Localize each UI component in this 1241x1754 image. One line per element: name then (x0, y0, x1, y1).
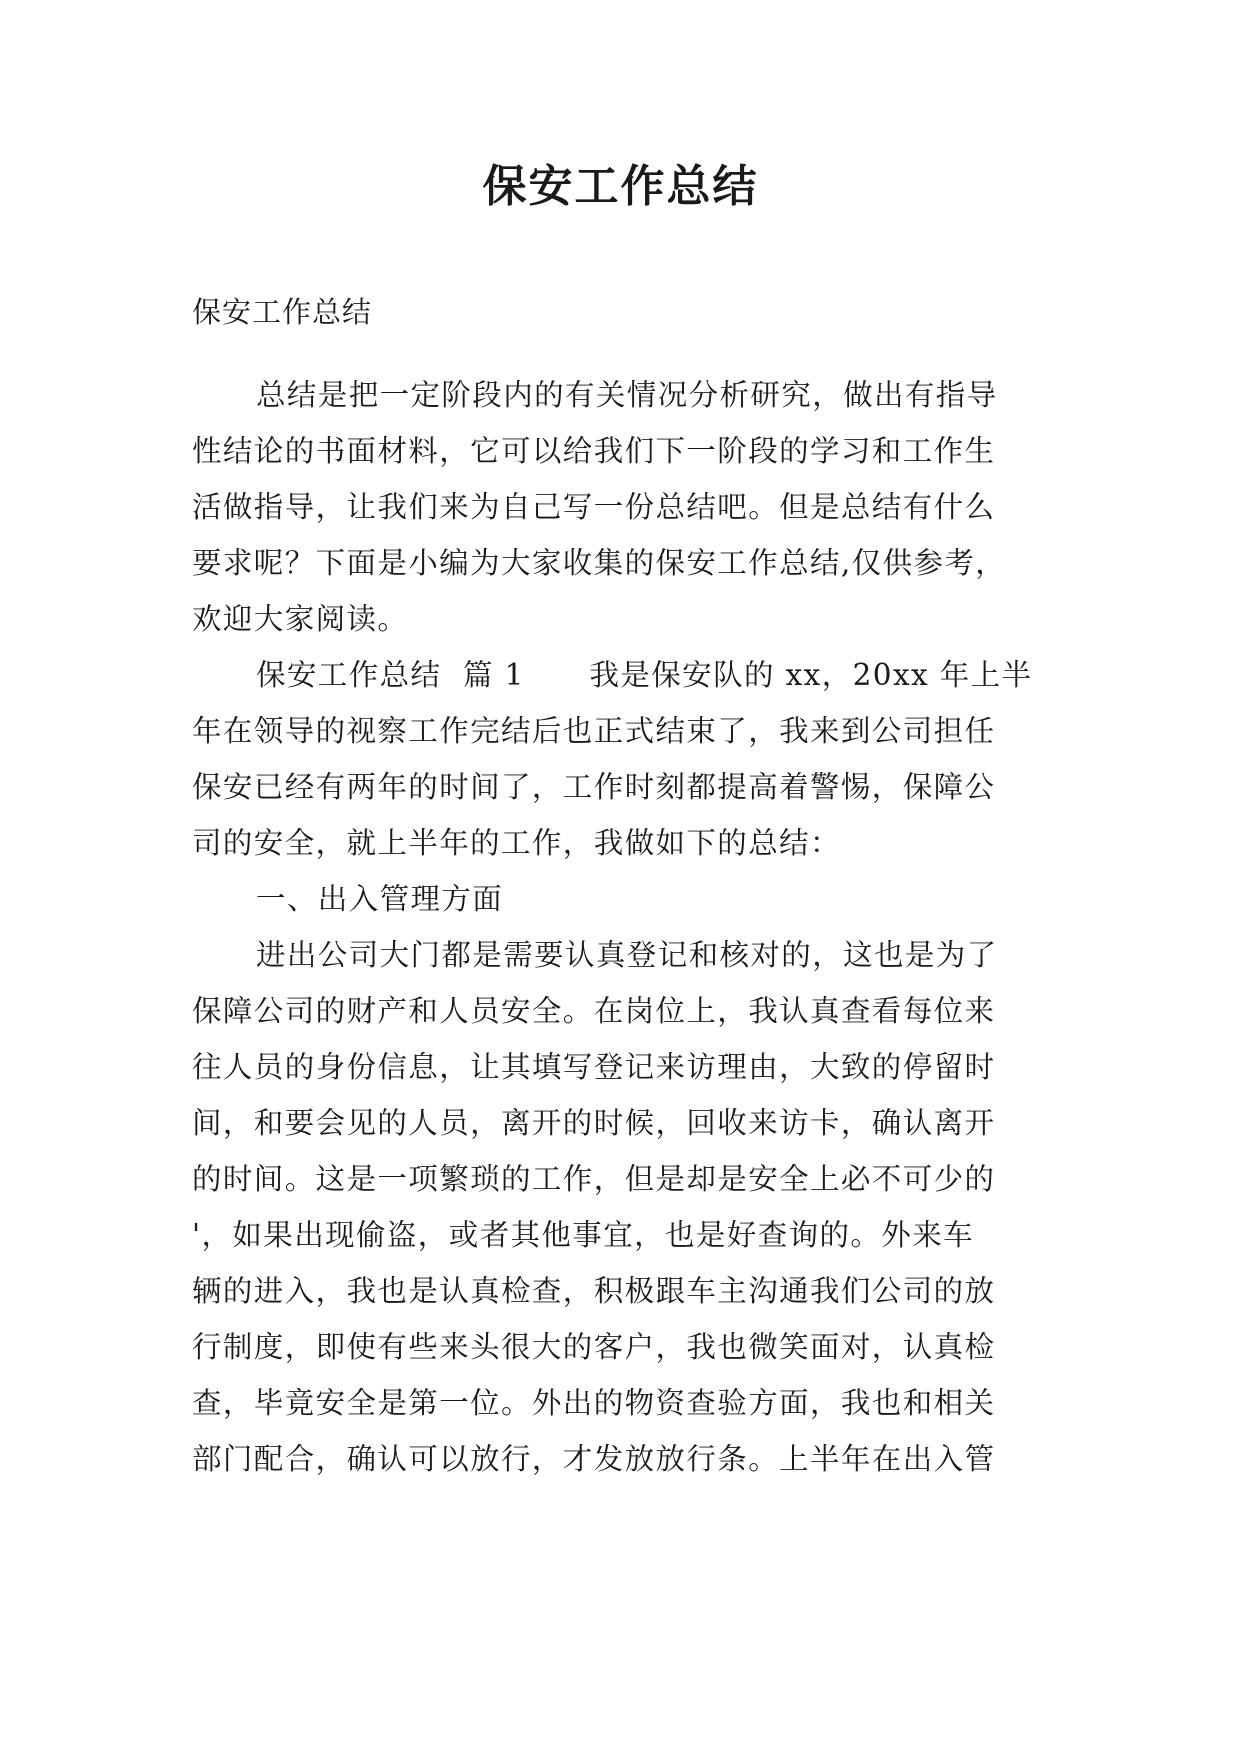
paragraph-line: 年在领导的视察工作完结后也正式结束了，我来到公司担任 (192, 714, 996, 748)
paragraph-line: 行制度，即使有些来头很大的客户，我也微笑面对，认真检 (192, 1330, 996, 1364)
paragraph-line: 性结论的书面材料，它可以给我们下一阶段的学习和工作生 (192, 434, 996, 468)
paragraph-line: '，如果出现偷盗，或者其他事宜，也是好查询的。外来车 (192, 1218, 975, 1252)
paragraph-line: 活做指导，让我们来为自己写一份总结吧。但是总结有什么 (192, 490, 996, 524)
document-title: 保安工作总结 (482, 161, 759, 212)
paragraph-line: 总结是把一定阶段内的有关情况分析研究，做出有指导 (256, 378, 998, 412)
paragraph-line: 保安已经有两年的时间了，工作时刻都提高着警惕，保障公 (192, 770, 996, 804)
paragraph-line: 欢迎大家阅读。 (192, 602, 409, 636)
paragraph-line: 保安工作总结 篇 1 我是保安队的 xx，20xx 年上半 (256, 658, 1033, 692)
document-subtitle: 保安工作总结 (192, 295, 373, 329)
paragraph-line: 辆的进入，我也是认真检查，积极跟车主沟通我们公司的放 (192, 1274, 996, 1308)
paragraph-line: 要求呢？下面是小编为大家收集的保安工作总结,仅供参考， (192, 546, 1007, 580)
paragraph-line: 进出公司大门都是需要认真登记和核对的，这也是为了 (256, 938, 998, 972)
paragraph-line: 间，和要会见的人员，离开的时候，回收来访卡，确认离开 (192, 1106, 996, 1140)
paragraph-line: 部门配合，确认可以放行，才发放放行条。上半年在出入管 (192, 1442, 996, 1476)
paragraph-line: 司的安全，就上半年的工作，我做如下的总结： (192, 826, 841, 860)
paragraph-line: 查，毕竟安全是第一位。外出的物资查验方面，我也和相关 (192, 1386, 996, 1420)
paragraph-line: 往人员的身份信息，让其填写登记来访理由，大致的停留时 (192, 1050, 996, 1084)
paragraph-line: 保障公司的财产和人员安全。在岗位上，我认真查看每位来 (192, 994, 996, 1028)
section-heading: 一、出入管理方面 (256, 882, 504, 916)
paragraph-line: 的时间。这是一项繁琐的工作，但是却是安全上必不可少的 (192, 1162, 996, 1196)
